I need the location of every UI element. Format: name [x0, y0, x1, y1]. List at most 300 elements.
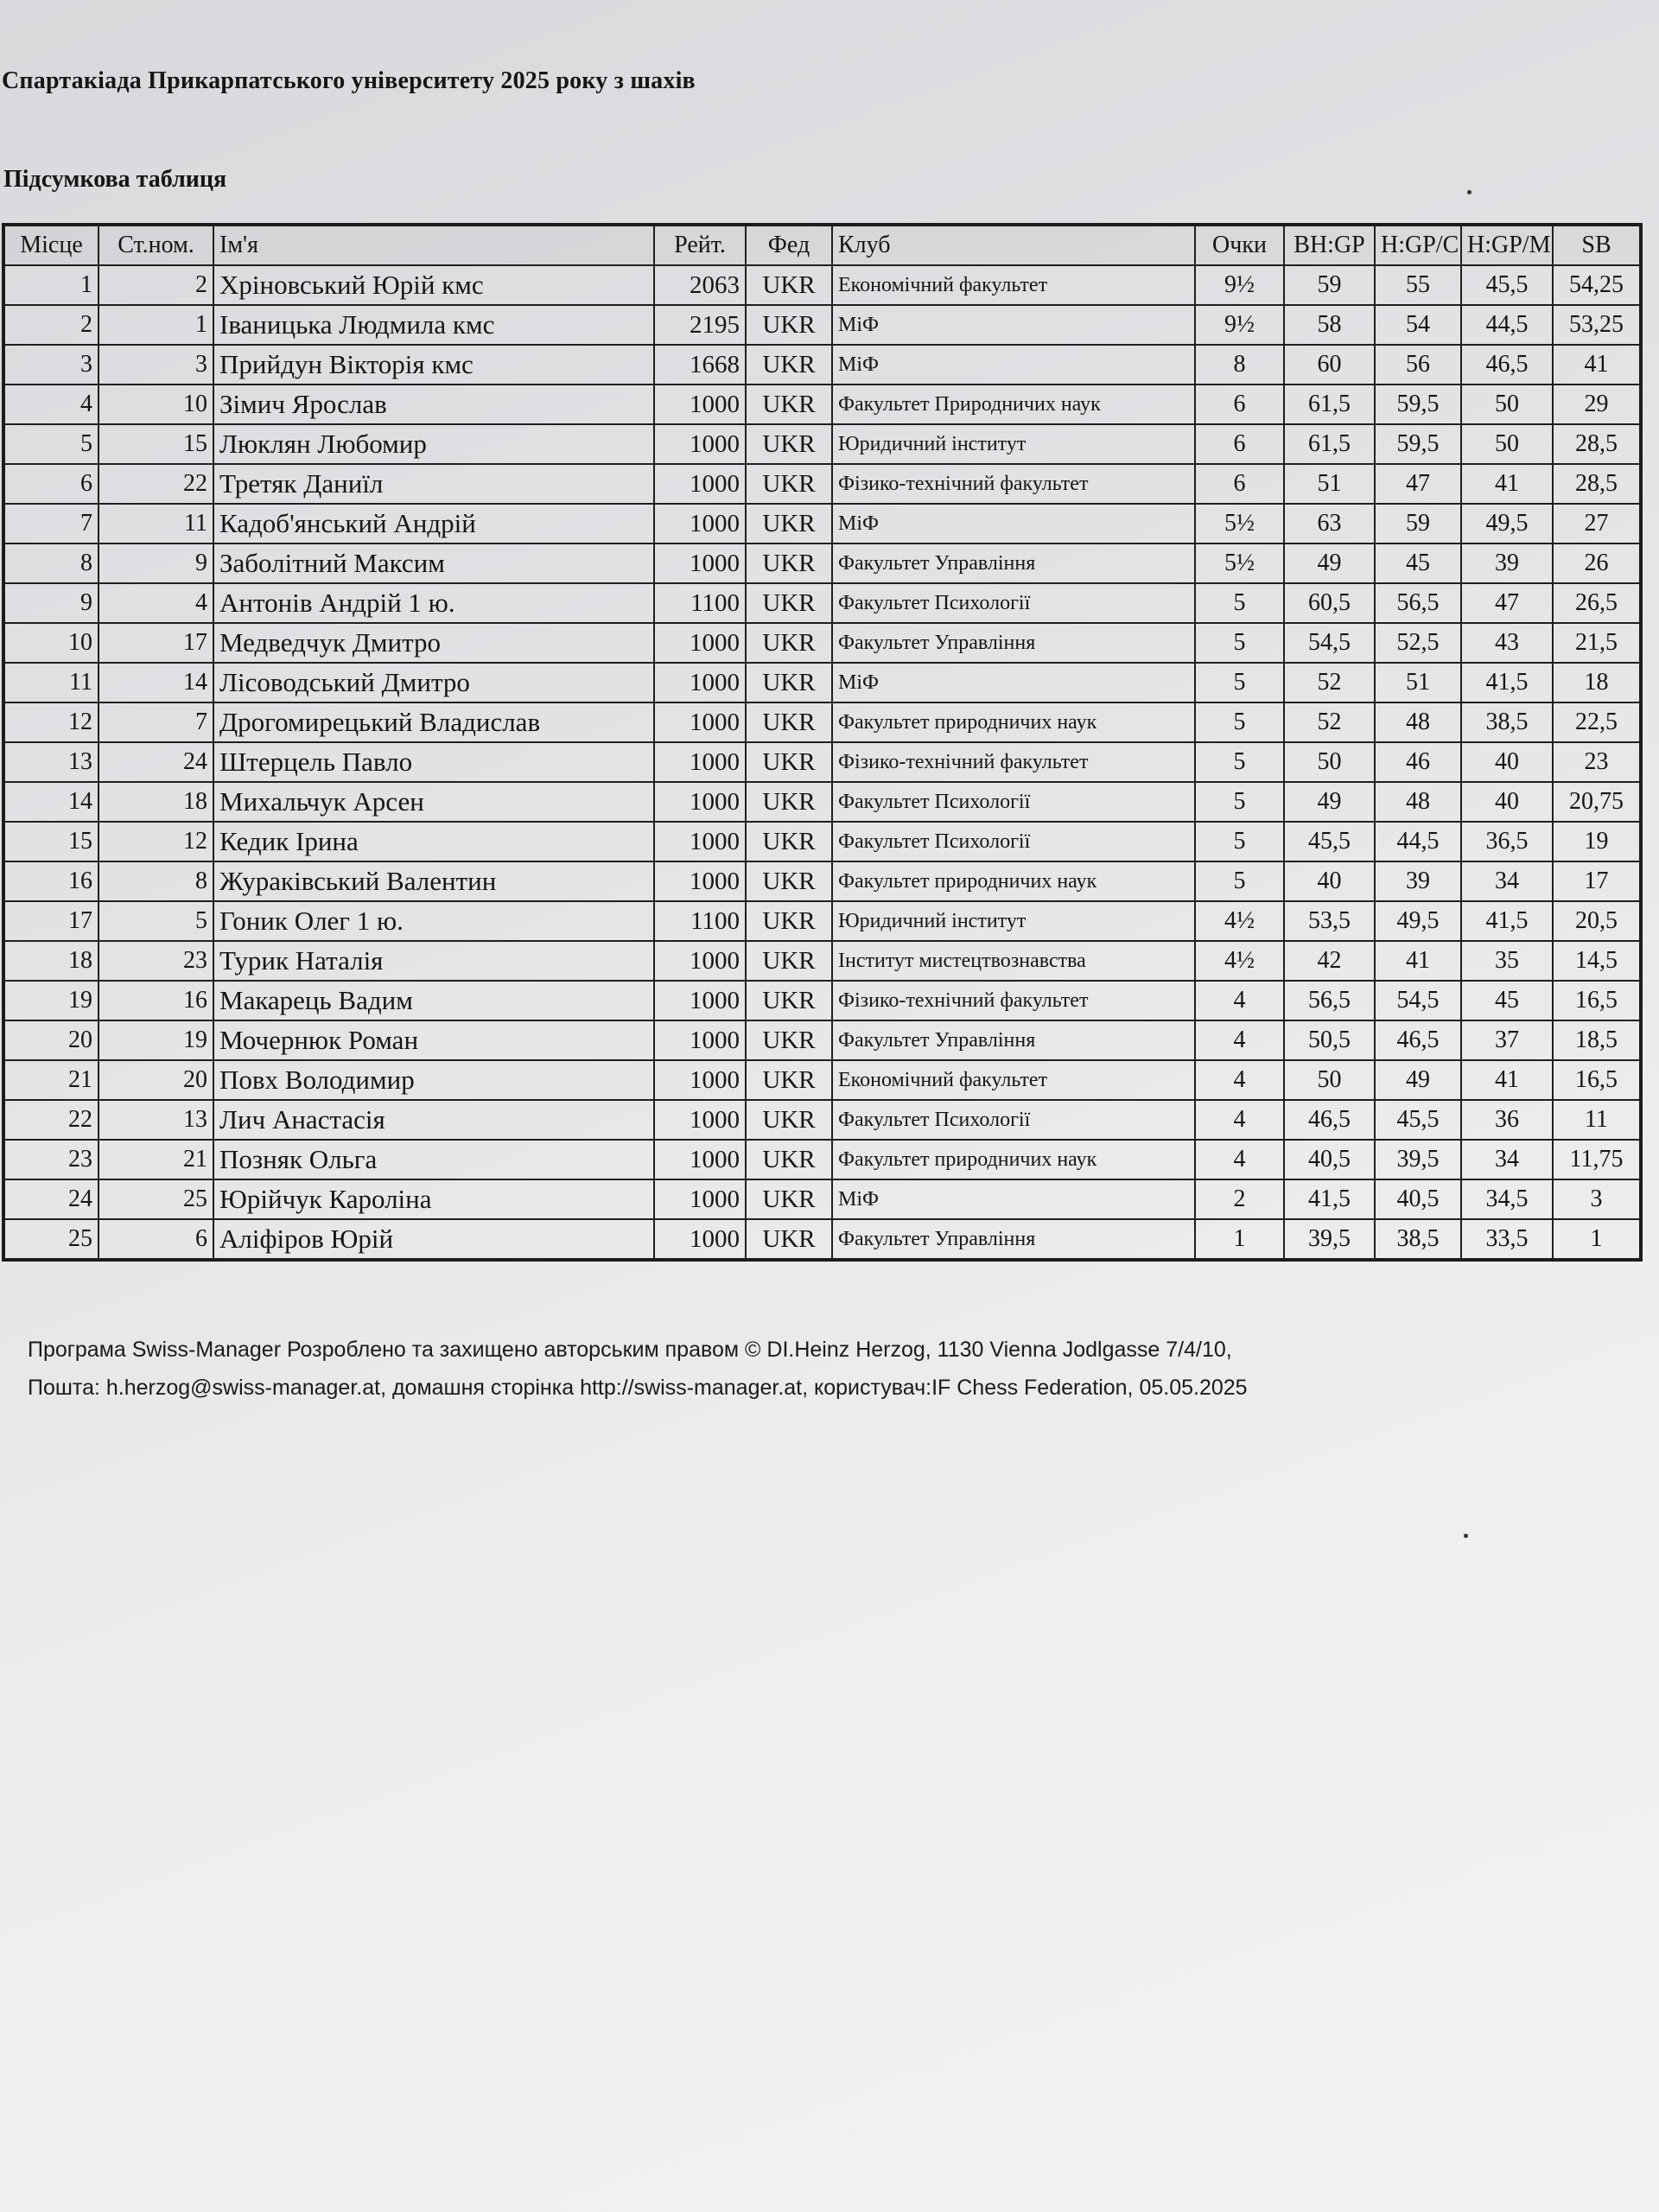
cell-name: Зімич Ярослав	[213, 385, 654, 424]
cell-bh-gp: 61,5	[1284, 424, 1375, 464]
cell-h-gp-m: 41	[1461, 464, 1553, 504]
cell-h-gp-c: 41	[1375, 941, 1461, 981]
cell-place: 20	[3, 1020, 99, 1060]
page-subtitle: Підсумкова таблиця	[3, 166, 227, 193]
cell-sb: 23	[1553, 742, 1641, 782]
standings-table	[2, 223, 1643, 1262]
cell-points: 5	[1195, 742, 1284, 782]
cell-place: 19	[3, 981, 99, 1020]
cell-rating: 2195	[654, 305, 746, 345]
cell-points: 2	[1195, 1179, 1284, 1219]
cell-club: МіФ	[832, 1179, 1195, 1219]
cell-start-no: 21	[99, 1140, 213, 1179]
cell-sb: 11,75	[1553, 1140, 1641, 1179]
cell-fed: UKR	[746, 941, 832, 981]
cell-start-no: 24	[99, 742, 213, 782]
table-row	[3, 583, 1641, 623]
cell-start-no: 9	[99, 543, 213, 583]
cell-club: Економічний факультет	[832, 1060, 1195, 1100]
cell-h-gp-c: 46	[1375, 742, 1461, 782]
cell-place: 16	[3, 861, 99, 901]
cell-start-no: 17	[99, 623, 213, 663]
cell-h-gp-m: 44,5	[1461, 305, 1553, 345]
cell-sb: 28,5	[1553, 464, 1641, 504]
table-row	[3, 623, 1641, 663]
cell-h-gp-m: 36,5	[1461, 822, 1553, 861]
cell-bh-gp: 61,5	[1284, 385, 1375, 424]
cell-start-no: 25	[99, 1179, 213, 1219]
cell-place: 17	[3, 901, 99, 941]
cell-sb: 14,5	[1553, 941, 1641, 981]
cell-name: Медведчук Дмитро	[213, 623, 654, 663]
cell-h-gp-c: 59,5	[1375, 385, 1461, 424]
table-row	[3, 742, 1641, 782]
cell-h-gp-m: 39	[1461, 543, 1553, 583]
cell-h-gp-c: 40,5	[1375, 1179, 1461, 1219]
cell-start-no: 22	[99, 464, 213, 504]
cell-club: Факультет Управління	[832, 1219, 1195, 1260]
cell-name: Турик Наталія	[213, 941, 654, 981]
cell-h-gp-m: 50	[1461, 385, 1553, 424]
cell-h-gp-c: 49	[1375, 1060, 1461, 1100]
table-row	[3, 1100, 1641, 1140]
cell-bh-gp: 56,5	[1284, 981, 1375, 1020]
cell-name: Мочернюк Роман	[213, 1020, 654, 1060]
cell-h-gp-c: 39	[1375, 861, 1461, 901]
cell-bh-gp: 46,5	[1284, 1100, 1375, 1140]
cell-name: Іваницька Людмила кмс	[213, 305, 654, 345]
col-header-points: Очки	[1195, 225, 1284, 265]
cell-h-gp-m: 34,5	[1461, 1179, 1553, 1219]
cell-bh-gp: 39,5	[1284, 1219, 1375, 1260]
cell-start-no: 19	[99, 1020, 213, 1060]
table-row	[3, 1179, 1641, 1219]
cell-fed: UKR	[746, 822, 832, 861]
cell-h-gp-c: 38,5	[1375, 1219, 1461, 1260]
cell-bh-gp: 40	[1284, 861, 1375, 901]
cell-h-gp-m: 33,5	[1461, 1219, 1553, 1260]
cell-sb: 3	[1553, 1179, 1641, 1219]
cell-h-gp-c: 54,5	[1375, 981, 1461, 1020]
table-row	[3, 385, 1641, 424]
cell-fed: UKR	[746, 901, 832, 941]
cell-fed: UKR	[746, 702, 832, 742]
cell-start-no: 10	[99, 385, 213, 424]
cell-points: 1	[1195, 1219, 1284, 1260]
cell-sb: 53,25	[1553, 305, 1641, 345]
cell-sb: 21,5	[1553, 623, 1641, 663]
table-row	[3, 543, 1641, 583]
cell-h-gp-c: 51	[1375, 663, 1461, 702]
cell-fed: UKR	[746, 543, 832, 583]
cell-rating: 1000	[654, 1179, 746, 1219]
table-row	[3, 1219, 1641, 1260]
cell-place: 7	[3, 504, 99, 543]
cell-fed: UKR	[746, 424, 832, 464]
cell-club: Факультет природничих наук	[832, 702, 1195, 742]
cell-rating: 1000	[654, 742, 746, 782]
cell-h-gp-m: 40	[1461, 782, 1553, 822]
table-row	[3, 345, 1641, 385]
cell-club: Факультет Природничих наук	[832, 385, 1195, 424]
cell-h-gp-c: 56	[1375, 345, 1461, 385]
cell-place: 11	[3, 663, 99, 702]
cell-sb: 11	[1553, 1100, 1641, 1140]
cell-points: 4½	[1195, 941, 1284, 981]
cell-h-gp-c: 48	[1375, 782, 1461, 822]
cell-name: Михальчук Арсен	[213, 782, 654, 822]
table-row	[3, 1140, 1641, 1179]
col-header-sb: SB	[1553, 225, 1641, 265]
cell-points: 5	[1195, 822, 1284, 861]
cell-fed: UKR	[746, 345, 832, 385]
cell-sb: 29	[1553, 385, 1641, 424]
cell-sb: 18	[1553, 663, 1641, 702]
cell-fed: UKR	[746, 504, 832, 543]
cell-sb: 28,5	[1553, 424, 1641, 464]
cell-points: 5½	[1195, 504, 1284, 543]
cell-start-no: 20	[99, 1060, 213, 1100]
cell-fed: UKR	[746, 623, 832, 663]
cell-fed: UKR	[746, 1179, 832, 1219]
cell-bh-gp: 50	[1284, 1060, 1375, 1100]
cell-fed: UKR	[746, 1060, 832, 1100]
cell-club: Юридичний інститут	[832, 424, 1195, 464]
col-header-place: Місце	[3, 225, 99, 265]
cell-club: Фізико-технічний факультет	[832, 742, 1195, 782]
cell-sb: 20,5	[1553, 901, 1641, 941]
cell-h-gp-c: 48	[1375, 702, 1461, 742]
cell-name: Антонів Андрій 1 ю.	[213, 583, 654, 623]
cell-fed: UKR	[746, 265, 832, 305]
cell-club: МіФ	[832, 345, 1195, 385]
cell-points: 4	[1195, 1020, 1284, 1060]
cell-club: Факультет Управління	[832, 543, 1195, 583]
table-row	[3, 822, 1641, 861]
table-row	[3, 941, 1641, 981]
cell-rating: 1000	[654, 1219, 746, 1260]
cell-sb: 27	[1553, 504, 1641, 543]
cell-rating: 1000	[654, 1100, 746, 1140]
cell-place: 18	[3, 941, 99, 981]
cell-h-gp-m: 36	[1461, 1100, 1553, 1140]
footer-contact: Пошта: h.herzog@swiss-manager.at, домашня сторінка http://swiss-manager.at, користувач:IF Chess Federation, 05.05.2025	[28, 1376, 1248, 1400]
table-row	[3, 981, 1641, 1020]
cell-bh-gp: 52	[1284, 663, 1375, 702]
page-title: Спартакіада Прикарпатського університету 2025 року з шахів	[2, 67, 696, 94]
cell-name: Позняк Ольга	[213, 1140, 654, 1179]
table-row	[3, 265, 1641, 305]
cell-start-no: 16	[99, 981, 213, 1020]
cell-name: Макарець Вадим	[213, 981, 654, 1020]
cell-bh-gp: 50,5	[1284, 1020, 1375, 1060]
cell-club: Економічний факультет	[832, 265, 1195, 305]
cell-rating: 1000	[654, 464, 746, 504]
cell-rating: 1000	[654, 1020, 746, 1060]
cell-h-gp-m: 50	[1461, 424, 1553, 464]
cell-points: 5	[1195, 702, 1284, 742]
cell-fed: UKR	[746, 1100, 832, 1140]
cell-points: 6	[1195, 464, 1284, 504]
cell-club: Факультет Управління	[832, 1020, 1195, 1060]
cell-rating: 1000	[654, 504, 746, 543]
table-row	[3, 782, 1641, 822]
cell-rating: 1000	[654, 1060, 746, 1100]
cell-club: Факультет Психології	[832, 583, 1195, 623]
cell-points: 9½	[1195, 305, 1284, 345]
cell-name: Третяк Даниїл	[213, 464, 654, 504]
cell-club: Фізико-технічний факультет	[832, 981, 1195, 1020]
cell-bh-gp: 60,5	[1284, 583, 1375, 623]
cell-start-no: 8	[99, 861, 213, 901]
cell-start-no: 2	[99, 265, 213, 305]
cell-start-no: 11	[99, 504, 213, 543]
cell-start-no: 14	[99, 663, 213, 702]
table-row	[3, 663, 1641, 702]
col-header-club: Клуб	[832, 225, 1195, 265]
cell-rating: 2063	[654, 265, 746, 305]
cell-fed: UKR	[746, 385, 832, 424]
cell-sb: 16,5	[1553, 981, 1641, 1020]
cell-name: Дрогомирецький Владислав	[213, 702, 654, 742]
cell-club: Факультет Психології	[832, 822, 1195, 861]
cell-h-gp-m: 45	[1461, 981, 1553, 1020]
cell-name: Аліфіров Юрій	[213, 1219, 654, 1260]
cell-place: 4	[3, 385, 99, 424]
cell-fed: UKR	[746, 305, 832, 345]
cell-place: 23	[3, 1140, 99, 1179]
col-header-h-gp-c: H:GP/C	[1375, 225, 1461, 265]
cell-points: 4	[1195, 981, 1284, 1020]
cell-h-gp-m: 43	[1461, 623, 1553, 663]
cell-sb: 20,75	[1553, 782, 1641, 822]
cell-club: Факультет Управління	[832, 623, 1195, 663]
cell-bh-gp: 52	[1284, 702, 1375, 742]
cell-rating: 1000	[654, 822, 746, 861]
cell-points: 5	[1195, 663, 1284, 702]
cell-h-gp-c: 44,5	[1375, 822, 1461, 861]
cell-club: Інститут мистецтвознавства	[832, 941, 1195, 981]
cell-bh-gp: 45,5	[1284, 822, 1375, 861]
cell-h-gp-m: 47	[1461, 583, 1553, 623]
cell-start-no: 13	[99, 1100, 213, 1140]
cell-place: 14	[3, 782, 99, 822]
cell-place: 1	[3, 265, 99, 305]
cell-start-no: 6	[99, 1219, 213, 1260]
cell-fed: UKR	[746, 981, 832, 1020]
cell-rating: 1000	[654, 702, 746, 742]
cell-place: 15	[3, 822, 99, 861]
cell-sb: 26	[1553, 543, 1641, 583]
cell-start-no: 4	[99, 583, 213, 623]
cell-h-gp-m: 49,5	[1461, 504, 1553, 543]
cell-points: 5	[1195, 623, 1284, 663]
cell-name: Повх Володимир	[213, 1060, 654, 1100]
cell-place: 2	[3, 305, 99, 345]
paper-speck	[1467, 190, 1471, 194]
cell-place: 5	[3, 424, 99, 464]
cell-place: 6	[3, 464, 99, 504]
cell-points: 4½	[1195, 901, 1284, 941]
cell-club: МіФ	[832, 663, 1195, 702]
cell-place: 25	[3, 1219, 99, 1260]
cell-start-no: 15	[99, 424, 213, 464]
cell-rating: 1000	[654, 782, 746, 822]
cell-rating: 1100	[654, 583, 746, 623]
cell-h-gp-c: 59	[1375, 504, 1461, 543]
cell-sb: 22,5	[1553, 702, 1641, 742]
cell-rating: 1668	[654, 345, 746, 385]
col-header-name: Ім'я	[213, 225, 654, 265]
cell-place: 12	[3, 702, 99, 742]
cell-h-gp-c: 54	[1375, 305, 1461, 345]
cell-club: Факультет Психології	[832, 782, 1195, 822]
table-header-row	[3, 225, 1641, 265]
cell-h-gp-c: 45,5	[1375, 1100, 1461, 1140]
cell-points: 8	[1195, 345, 1284, 385]
cell-start-no: 7	[99, 702, 213, 742]
cell-start-no: 18	[99, 782, 213, 822]
cell-h-gp-m: 45,5	[1461, 265, 1553, 305]
cell-points: 5	[1195, 782, 1284, 822]
cell-fed: UKR	[746, 861, 832, 901]
col-header-fed: Фед	[746, 225, 832, 265]
cell-h-gp-m: 34	[1461, 861, 1553, 901]
cell-name: Юрійчук Кароліна	[213, 1179, 654, 1219]
cell-club: Факультет природничих наук	[832, 861, 1195, 901]
cell-sb: 26,5	[1553, 583, 1641, 623]
cell-name: Прийдун Вікторія кмс	[213, 345, 654, 385]
cell-h-gp-m: 46,5	[1461, 345, 1553, 385]
cell-name: Кадоб'янський Андрій	[213, 504, 654, 543]
table-row	[3, 901, 1641, 941]
cell-bh-gp: 42	[1284, 941, 1375, 981]
cell-rating: 1000	[654, 385, 746, 424]
cell-points: 4	[1195, 1060, 1284, 1100]
cell-h-gp-m: 34	[1461, 1140, 1553, 1179]
cell-h-gp-m: 37	[1461, 1020, 1553, 1060]
cell-h-gp-c: 56,5	[1375, 583, 1461, 623]
cell-bh-gp: 49	[1284, 782, 1375, 822]
cell-place: 3	[3, 345, 99, 385]
table-row	[3, 861, 1641, 901]
cell-rating: 1000	[654, 1140, 746, 1179]
cell-bh-gp: 50	[1284, 742, 1375, 782]
cell-rating: 1000	[654, 981, 746, 1020]
cell-bh-gp: 60	[1284, 345, 1375, 385]
cell-rating: 1100	[654, 901, 746, 941]
cell-fed: UKR	[746, 782, 832, 822]
cell-club: МіФ	[832, 305, 1195, 345]
table-row	[3, 305, 1641, 345]
cell-fed: UKR	[746, 742, 832, 782]
cell-club: Факультет природничих наук	[832, 1140, 1195, 1179]
col-header-bh-gp: BH:GP	[1284, 225, 1375, 265]
cell-sb: 1	[1553, 1219, 1641, 1260]
cell-bh-gp: 51	[1284, 464, 1375, 504]
cell-place: 22	[3, 1100, 99, 1140]
cell-sb: 19	[1553, 822, 1641, 861]
footer-copyright: Програма Swiss-Manager Розроблено та захищено авторським правом © DI.Heinz Herzog, 1130 Vienna Jodlgasse 7/4/10,	[28, 1338, 1232, 1362]
cell-bh-gp: 63	[1284, 504, 1375, 543]
cell-place: 9	[3, 583, 99, 623]
cell-points: 4	[1195, 1140, 1284, 1179]
cell-fed: UKR	[746, 464, 832, 504]
cell-rating: 1000	[654, 623, 746, 663]
table-row	[3, 1020, 1641, 1060]
cell-rating: 1000	[654, 543, 746, 583]
cell-fed: UKR	[746, 583, 832, 623]
cell-name: Лич Анастасія	[213, 1100, 654, 1140]
cell-club: Фізико-технічний факультет	[832, 464, 1195, 504]
cell-place: 24	[3, 1179, 99, 1219]
cell-rating: 1000	[654, 663, 746, 702]
cell-sb: 18,5	[1553, 1020, 1641, 1060]
cell-start-no: 12	[99, 822, 213, 861]
cell-rating: 1000	[654, 424, 746, 464]
table-row	[3, 1060, 1641, 1100]
cell-rating: 1000	[654, 861, 746, 901]
cell-place: 8	[3, 543, 99, 583]
cell-name: Лісоводський Дмитро	[213, 663, 654, 702]
cell-sb: 41	[1553, 345, 1641, 385]
cell-start-no: 1	[99, 305, 213, 345]
cell-h-gp-c: 55	[1375, 265, 1461, 305]
cell-place: 10	[3, 623, 99, 663]
cell-place: 13	[3, 742, 99, 782]
cell-club: Факультет Психології	[832, 1100, 1195, 1140]
cell-bh-gp: 40,5	[1284, 1140, 1375, 1179]
cell-points: 6	[1195, 424, 1284, 464]
cell-points: 5½	[1195, 543, 1284, 583]
cell-name: Хріновський Юрій кмс	[213, 265, 654, 305]
cell-bh-gp: 49	[1284, 543, 1375, 583]
cell-h-gp-c: 39,5	[1375, 1140, 1461, 1179]
cell-club: МіФ	[832, 504, 1195, 543]
cell-h-gp-m: 40	[1461, 742, 1553, 782]
cell-bh-gp: 41,5	[1284, 1179, 1375, 1219]
table-row	[3, 424, 1641, 464]
cell-h-gp-c: 46,5	[1375, 1020, 1461, 1060]
cell-start-no: 3	[99, 345, 213, 385]
col-header-rating: Рейт.	[654, 225, 746, 265]
cell-name: Люклян Любомир	[213, 424, 654, 464]
cell-name: Заболітний Максим	[213, 543, 654, 583]
cell-sb: 17	[1553, 861, 1641, 901]
cell-rating: 1000	[654, 941, 746, 981]
table-row	[3, 702, 1641, 742]
col-header-start-no: Ст.ном.	[99, 225, 213, 265]
table-row	[3, 504, 1641, 543]
table-row	[3, 464, 1641, 504]
cell-h-gp-c: 52,5	[1375, 623, 1461, 663]
paper-speck	[1464, 1534, 1468, 1538]
cell-fed: UKR	[746, 663, 832, 702]
cell-club: Юридичний інститут	[832, 901, 1195, 941]
cell-points: 4	[1195, 1100, 1284, 1140]
cell-h-gp-c: 49,5	[1375, 901, 1461, 941]
table-body	[3, 265, 1641, 1260]
cell-h-gp-c: 47	[1375, 464, 1461, 504]
cell-start-no: 23	[99, 941, 213, 981]
cell-bh-gp: 59	[1284, 265, 1375, 305]
cell-name: Жураківський Валентин	[213, 861, 654, 901]
cell-name: Гоник Олег 1 ю.	[213, 901, 654, 941]
cell-h-gp-m: 41,5	[1461, 901, 1553, 941]
cell-bh-gp: 53,5	[1284, 901, 1375, 941]
cell-sb: 54,25	[1553, 265, 1641, 305]
cell-h-gp-c: 45	[1375, 543, 1461, 583]
